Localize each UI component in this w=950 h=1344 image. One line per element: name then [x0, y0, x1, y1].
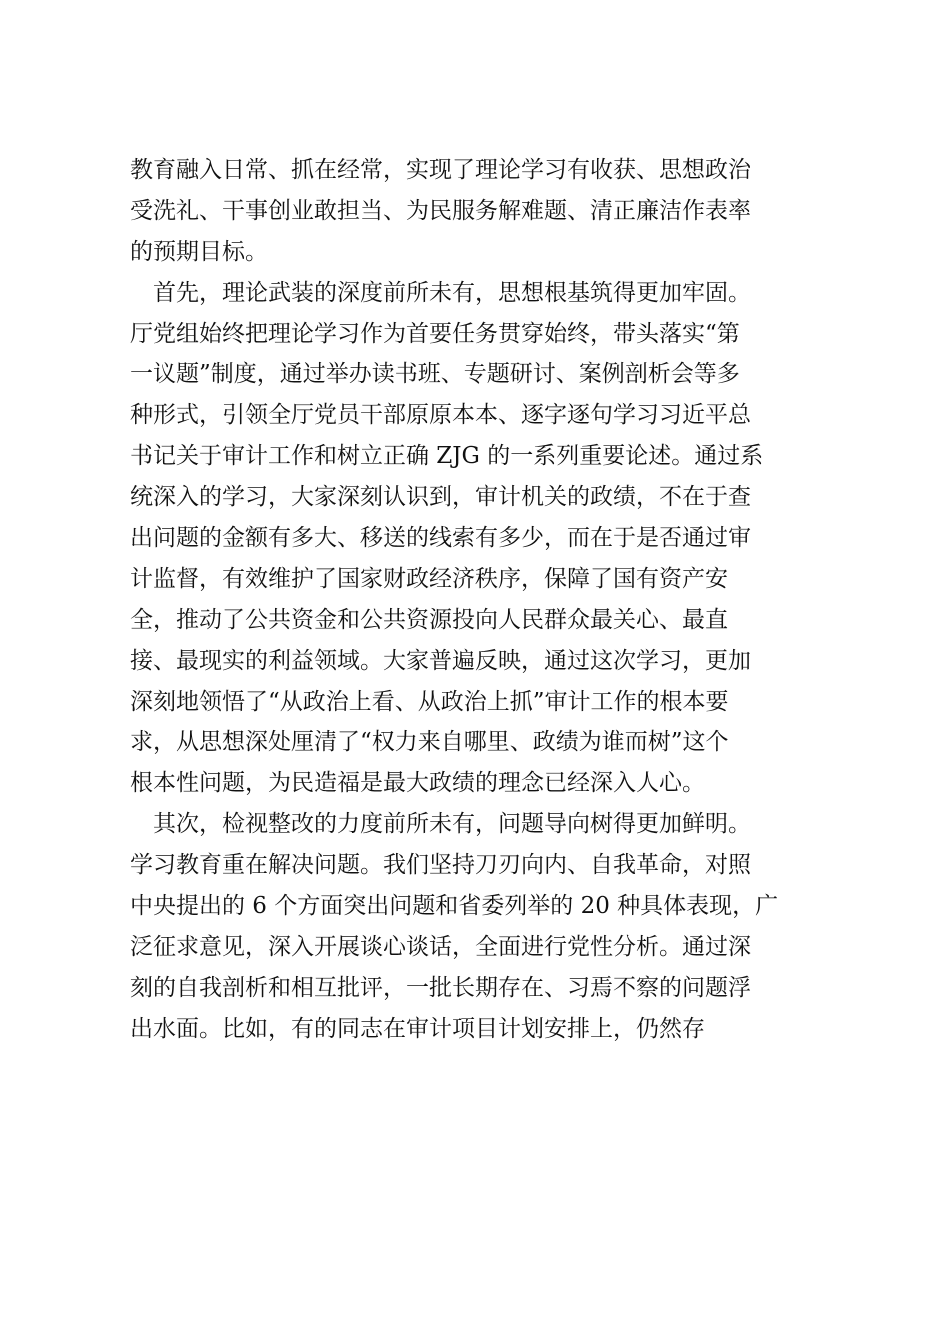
paragraph-first-line: 其次，检视整改的力度前所未有，问题导向树得更加鲜明。: [130, 811, 751, 838]
text-line: 深刻地领悟了“从政治上看、从政治上抓”审计工作的根本要: [130, 688, 729, 715]
text-line: 求，从思想深处厘清了“权力来自哪里、政绩为谁而树”这个: [130, 729, 729, 756]
text-line: 种形式，引领全厅党员干部原原本本、逐字逐句学习习近平总: [130, 402, 751, 429]
text-line: 全，推动了公共资金和公共资源投向人民群众最关心、最直: [130, 606, 728, 633]
text-line: 受洗礼、干事创业敢担当、为民服务解难题、清正廉洁作表率: [130, 197, 751, 224]
text-line: 泛征求意见，深入开展谈心谈话，全面进行党性分析。通过深: [130, 933, 751, 960]
text-line: 的预期目标。: [130, 238, 268, 265]
paragraph-first-line: 首先，理论武装的深度前所未有，思想根基筑得更加牢固。: [130, 279, 751, 306]
text-line: 学习教育重在解决问题。我们坚持刀刃向内、自我革命，对照: [130, 852, 751, 879]
text-line: 计监督，有效维护了国家财政经济秩序，保障了国有资产安: [130, 565, 728, 592]
text-line: 出问题的金额有多大、移送的线索有多少，而在于是否通过审: [130, 525, 751, 552]
text-line: 刻的自我剖析和相互批评，一批长期存在、习焉不察的问题浮: [130, 974, 751, 1001]
text-line: 教育融入日常、抓在经常，实现了理论学习有收获、思想政治: [130, 157, 751, 183]
text-line: 中央提出的 6 个方面突出问题和省委列举的 20 种具体表现，广: [130, 893, 779, 920]
text-line: 出水面。比如，有的同志在审计项目计划安排上，仍然存: [130, 1015, 705, 1042]
text-line: 统深入的学习，大家深刻认识到，审计机关的政绩，不在于查: [130, 484, 751, 511]
text-line: 书记关于审计工作和树立正确 ZJG 的一系列重要论述。通过系: [130, 443, 764, 470]
body-text: [130, 150, 830, 1050]
text-line: 接、最现实的利益领域。大家普遍反映，通过这次学习，更加: [130, 647, 751, 674]
text-line: 一议题”制度，通过举办读书班、专题研讨、案例剖析会等多: [130, 361, 740, 388]
text-line: 根本性问题，为民造福是最大政绩的理念已经深入人心。: [130, 770, 705, 797]
text-line: 厅党组始终把理论学习作为首要任务贯穿始终，带头落实“第: [130, 320, 740, 347]
